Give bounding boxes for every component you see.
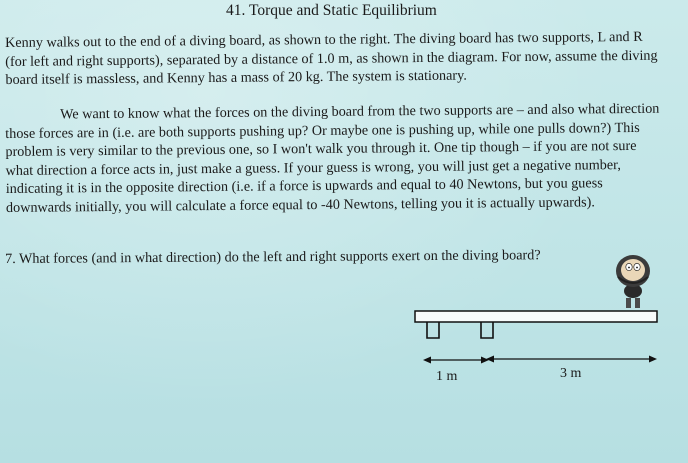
question-7: 7. What forces (and in what direction) do the left and right supports exert on the diving board?	[5, 247, 541, 267]
problem-title: 41. Torque and Static Equilibrium	[226, 2, 437, 19]
problem-paragraph-1: Kenny walks out to the end of a diving board, as shown to the right. The diving board has two supports, L and R (for left and right supports), separated by a distance of 1.0 m, as shown in the diagram. For now, assume the diving board itself is massless, and Kenny has a mass of 20 kg. The system is stationary.	[5, 28, 658, 88]
kenny-figure	[616, 255, 650, 308]
diving-board	[415, 311, 657, 322]
left-support	[427, 322, 439, 338]
diving-board-diagram	[405, 245, 675, 375]
dimension-label-1m: 1 m	[436, 369, 458, 384]
right-support	[481, 322, 493, 338]
dimension-arrow-3m	[486, 356, 657, 363]
problem-paragraph-2: We want to know what the forces on the diving board from the two supports are – and also what direction those forces are in (i.e. are both supports pushing up? Or maybe one is pushing up, while one pulls down?) This problem is very similar to the previous one, so I won't walk you through it. One tip though – if you are not sure what direction a force acts in, just make a guess. If your guess is wrong, you will just get a negative number, indicating it is in the opposite direction (i.e. if a force is upwards and equal to 40 Newtons, but you guess downwards initially, you will calculate a force equal to -40 Newtons, telling you it is actually upwards).	[5, 100, 660, 216]
dimension-arrow-1m	[423, 357, 489, 364]
dimension-label-3m: 3 m	[560, 366, 582, 381]
